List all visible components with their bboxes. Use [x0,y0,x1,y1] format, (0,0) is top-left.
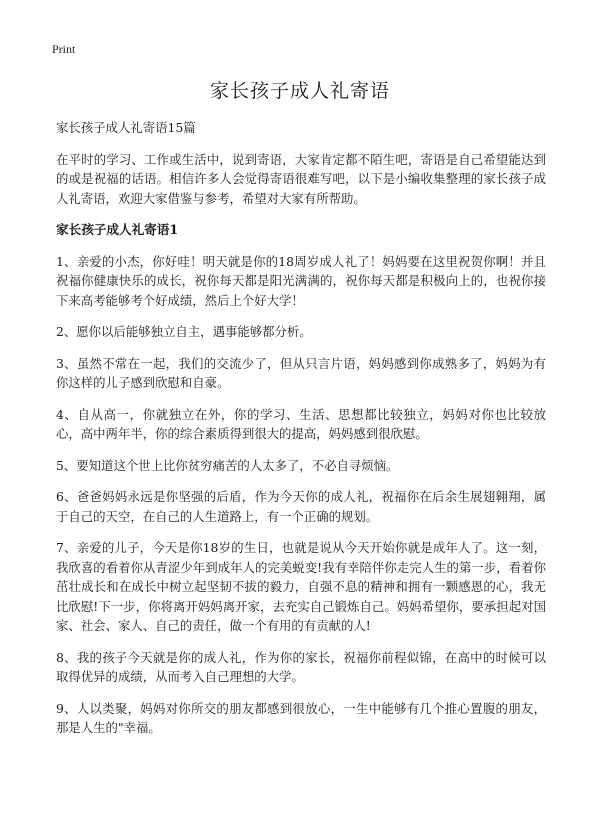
message-paragraph-6: 6、爸爸妈妈永远是你坚强的后盾，作为今天你的成人礼，祝福你在后余生展翅翱翔，属于自己的天空，在自己的人生道路上，有一个正确的规划。 [56,489,546,524]
message-paragraph-4: 4、自从高一，你就独立在外，你的学习、生活、思想都比较独立，妈妈对你也比较放心，高中两年半，你的综合素质得到很大的提高，妈妈感到很欣慰。 [56,406,546,441]
message-paragraph-9: 9、人以类聚，妈妈对你所交的朋友都感到很放心，一生中能够有几个推心置腹的朋友，那是人生的"幸福。 [56,700,546,735]
message-paragraph-1: 1、亲爱的小杰，你好哇！明天就是你的18周岁成人礼了！妈妈要在这里祝贺你啊！并且祝福你健康快乐的成长，祝你每天都是阳光满满的，祝你每天都是积极向上的，也祝你接下来高考能够考个好成绩，然后上个好大学！ [56,253,546,308]
page-title: 家长孩子成人礼寄语 [209,80,390,102]
intro-paragraph: 在平时的学习、工作或生活中，说到寄语，大家肯定都不陌生吧，寄语是自己希望能达到的或是祝福的话语。相信许多人会觉得寄语很难写吧，以下是小编收集整理的家长孩子成人礼寄语，欢迎大家借鉴与参考，希望对大家有所帮助。 [56,151,546,206]
print-link[interactable]: Print [52,42,76,56]
article-body [56,118,546,750]
section-heading: 家长孩子成人礼寄语1 [56,222,179,237]
message-paragraph-3: 3、虽然不常在一起，我们的交流少了，但从只言片语，妈妈感到你成熟多了，妈妈为有你这样的儿子感到欣慰和自豪。 [56,355,546,390]
message-paragraph-7: 7、亲爱的儿子，今天是你18岁的生日，也就是说从今天开始你就是成年人了。这一刻，我欣喜的看着你从青涩少年到成年人的完美蜕变!我有幸陪伴你走完人生的第一步，看着你茁壮成长和在成长中树立起坚韧不拔的毅力，自强不息的精神和拥有一颗感恩的心，我无比欣慰!下一步，你将离开妈妈离开家，去充实自己锻炼自己。妈妈希望你，要承担起对国家、社会、家人、自己的责任，做一个有用的有贡献的人! [56,540,546,633]
article-subtitle: 家长孩子成人礼寄语15篇 [56,120,196,135]
message-paragraph-8: 8、我的孩子今天就是你的成人礼，作为你的家长，祝福你前程似锦，在高中的时候可以取得优异的成绩，从而考入自己理想的大学。 [56,649,546,684]
message-paragraph-5: 5、要知道这个世上比你贫穷痛苦的人太多了，不必自寻烦恼。 [56,457,399,473]
message-paragraph-2: 2、愿你以后能够独立自主，遇事能够都分析。 [56,324,312,339]
